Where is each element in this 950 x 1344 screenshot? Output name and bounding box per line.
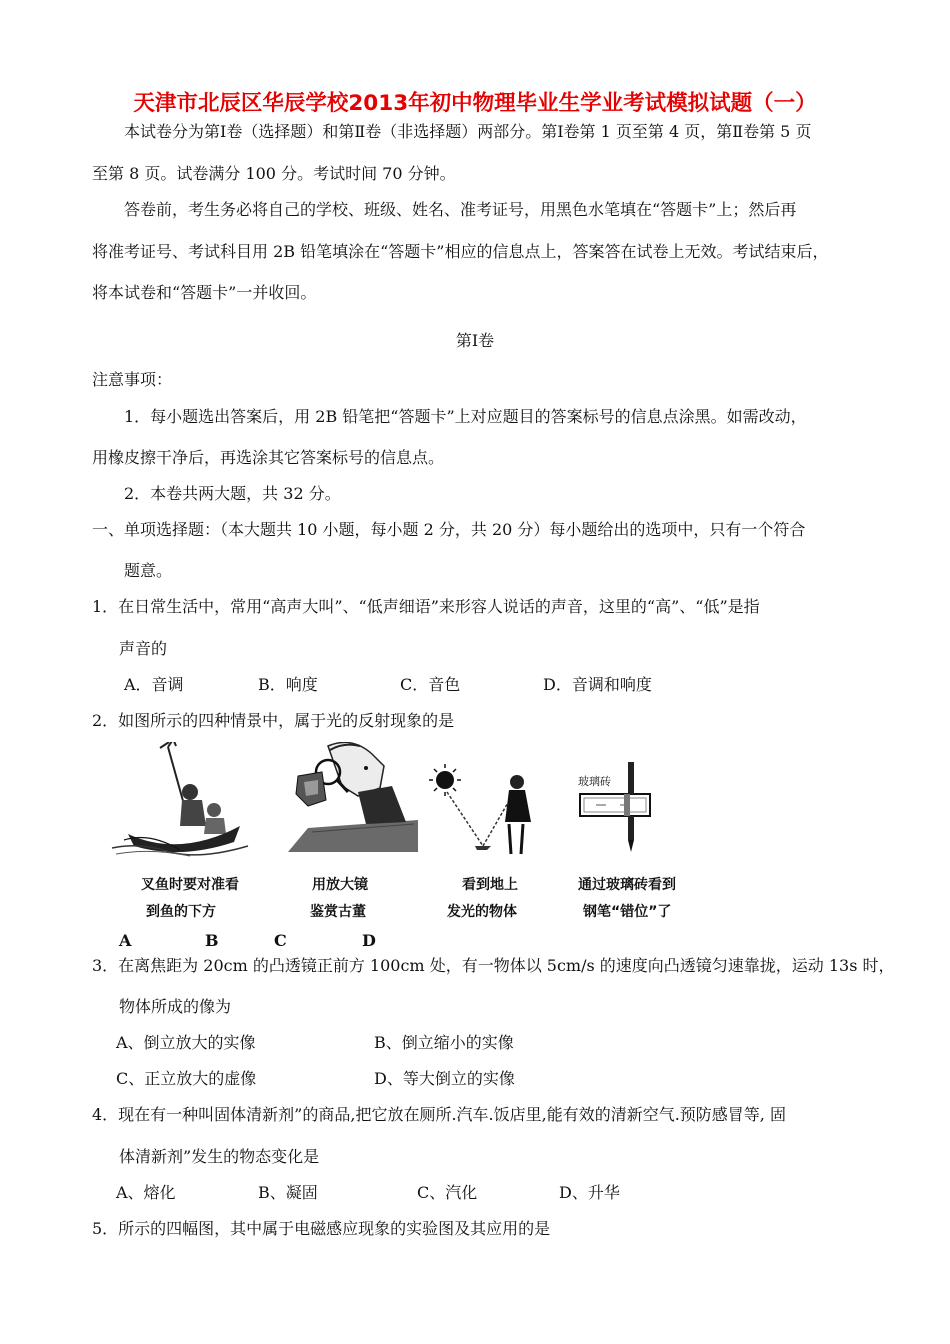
caption-a-line-1: 叉鱼时要对准看 [141, 877, 239, 893]
q1-stem-line-2: 声音的 [119, 639, 168, 658]
figure-letter-b: B [205, 931, 219, 950]
notes-item-1-line-1: 1．每小题选出答案后，用 2B 铅笔把“答题卡”上对应题目的答案标号的信息点涂黑。如需改动， [124, 407, 807, 426]
q3-stem-line-1: 3．在离焦距为 20cm 的凸透镜正前方 100cm 处，有一物体以 5cm/s 的速度向凸透镜匀速靠拢，运动 13s 时， [92, 956, 895, 975]
caption-d-line-2: 钢笔“错位”了 [583, 904, 672, 920]
figure-label-glass-brick: 玻璃砖 [578, 775, 611, 788]
intro-line-3: 答卷前，考生务必将自己的学校、班级、姓名、准考证号，用黑色水笔填在“答题卡”上；然后再 [124, 200, 797, 219]
figure-letter-c: C [274, 931, 287, 950]
intro-line-1: 本试卷分为第Ⅰ卷（选择题）和第Ⅱ卷（非选择题）两部分。第Ⅰ卷第 1 页至第 4 页，第Ⅱ卷第 5 页 [124, 122, 812, 141]
figure-fishing-boat [110, 742, 250, 858]
q2-stem: 2．如图所示的四种情景中，属于光的反射现象的是 [92, 711, 455, 730]
q3-option-d: D、等大倒立的实像 [374, 1069, 515, 1088]
q3-stem-line-2: 物体所成的像为 [119, 997, 232, 1016]
figure-glass-brick [566, 760, 666, 860]
q4-option-c: C、汽化 [417, 1183, 478, 1202]
q4-option-a: A、熔化 [116, 1183, 176, 1202]
q1-option-a: A．音调 [124, 675, 184, 694]
q1-option-b: B．响度 [258, 675, 318, 694]
caption-a-line-2: 到鱼的下方 [146, 904, 216, 920]
notes-item-1-line-2: 用橡皮擦干净后，再选涂其它答案标号的信息点。 [92, 448, 445, 467]
q5-stem: 5．所示的四幅图，其中属于电磁感应现象的实验图及其应用的是 [92, 1219, 551, 1238]
q3-option-c: C、正立放大的虚像 [116, 1069, 257, 1088]
q4-option-b: B、凝固 [258, 1183, 318, 1202]
part1-line-2: 题意。 [124, 561, 173, 580]
q4-option-d: D、升华 [559, 1183, 620, 1202]
notes-item-2: 2．本卷共两大题，共 32 分。 [124, 484, 341, 503]
figure-letter-a: A [119, 931, 132, 950]
caption-b-line-1: 用放大镜 [312, 877, 368, 893]
q1-stem-line-1: 1．在日常生活中，常用“高声大叫”、“低声细语”来形容人说话的声音，这里的“高”、“低”是指 [92, 597, 760, 616]
caption-c-line-1: 看到地上 [462, 877, 518, 893]
notes-heading: 注意事项： [92, 370, 173, 389]
intro-line-4: 将准考证号、考试科目用 2B 铅笔填涂在“答题卡”相应的信息点上，答案答在试卷上无效。考试结束后， [92, 242, 829, 261]
q3-option-a: A、倒立放大的实像 [116, 1033, 256, 1052]
figure-letter-d: D [362, 931, 376, 950]
caption-c-line-2: 发光的物体 [447, 904, 517, 920]
caption-b-line-2: 鉴赏古董 [310, 904, 366, 920]
q1-option-d: D．音调和响度 [543, 675, 652, 694]
section-heading: 第Ⅰ卷 [455, 331, 495, 350]
q3-option-b: B、倒立缩小的实像 [374, 1033, 514, 1052]
q1-option-c: C．音色 [400, 675, 461, 694]
caption-d-line-1: 通过玻璃砖看到 [578, 877, 676, 893]
q4-stem-line-2: 体清新剂”发生的物态变化是 [119, 1147, 320, 1166]
part1-line-1: 一、单项选择题：（本大题共 10 小题，每小题 2 分，共 20 分）每小题给出的选项中，只有一个符合 [92, 520, 806, 539]
q4-stem-line-1: 4．现在有一种叫固体清新剂”的商品,把它放在厕所.汽车.饭店里,能有效的清新空气.预防感冒等, 固 [92, 1105, 786, 1124]
exam-title: 天津市北辰区华辰学校2013年初中物理毕业生学业考试模拟试题（一） [133, 91, 817, 116]
intro-line-2: 至第 8 页。试卷满分 100 分。考试时间 70 分钟。 [92, 164, 456, 183]
intro-line-5: 将本试卷和“答题卡”一并收回。 [92, 283, 317, 302]
figure-reflection [425, 760, 545, 860]
figure-magnifier [268, 742, 420, 858]
